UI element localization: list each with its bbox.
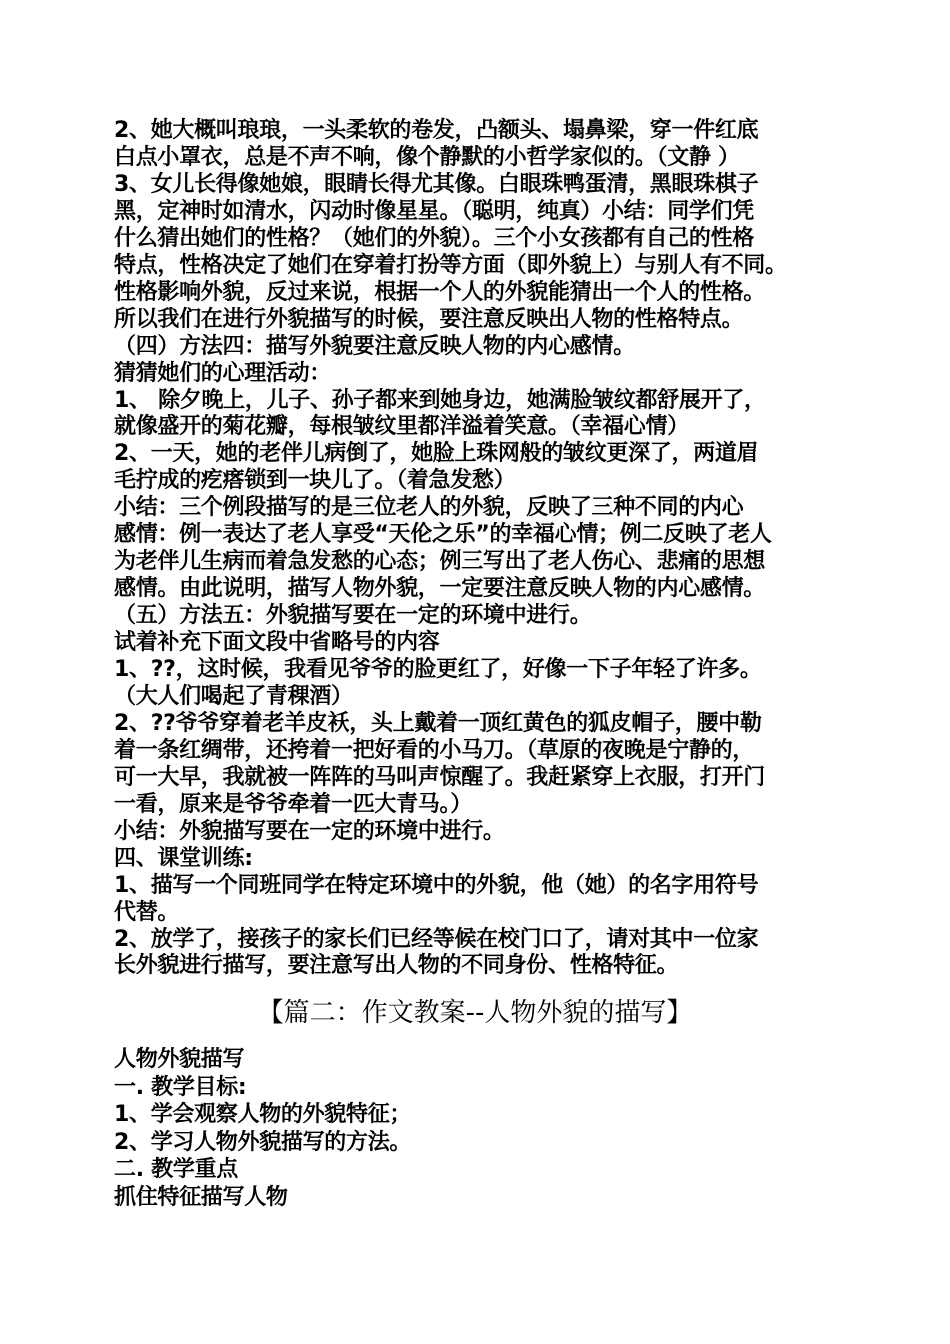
text-line: 所以我们在进行外貌描写的时候，要注意反映出人物的性格特点。: [114, 306, 744, 332]
text-line: 感情：例一表达了老人享受“天伦之乐”的幸福心情；例二反映了老人: [114, 522, 772, 548]
text-line: 1、 除夕晚上，儿子、孙子都来到她身边，她满脸皱纹都舒展开了，: [114, 387, 766, 413]
text-line: 2、她大概叫琅琅，一头柔软的卷发，凸额头、塌鼻梁，穿一件红底: [114, 118, 759, 143]
text-line: 黑，定神时如清水，闪动时像星星。（聪明，纯真）小结：同学们凭: [114, 198, 755, 224]
text-line: 2、学习人物外貌描写的方法。: [114, 1129, 412, 1155]
text-line: 1、??，这时候，我看见爷爷的脸更红了，好像一下子年轻了许多。: [114, 657, 762, 682]
text-line: 1、学会观察人物的外貌特征；: [114, 1102, 412, 1127]
text-line: 猜猜她们的心理活动：: [114, 360, 332, 386]
text-line: 小结：外貌描写要在一定的环境中进行。: [114, 818, 505, 844]
text-line: 特点，性格决定了她们在穿着打扮等方面（即外貌上）与别人有不同。: [114, 252, 787, 278]
text-line: 性格影响外貌，反过来说，根据一个人的外貌能猜出一个人的性格。: [114, 279, 766, 305]
text-line: 为老伴儿生病而着急发愁的心态；例三写出了老人伤心、悲痛的思想: [114, 549, 766, 575]
text-line: 试着补充下面文段中省略号的内容: [114, 630, 440, 656]
text-line: 毛拧成的疙瘩锁到一块儿了。（着急发愁）: [114, 468, 516, 494]
text-line: 可一大早，我就被一阵阵的马叫声惊醒了。我赶紧穿上衣服，打开门: [114, 764, 766, 790]
text-line: 人物外貌描写: [114, 1047, 245, 1072]
text-line: 白点小罩衣，总是不声不响，像个静默的小哲学家似的。（文静 ）: [114, 144, 740, 170]
text-line: 3、女儿长得像她娘，眼睛长得尤其像。白眼珠鸭蛋清，黑眼珠棋子: [114, 171, 759, 197]
text-line: （四）方法四：描写外貌要注意反映人物的内心感情。: [114, 333, 635, 359]
text-line: （大人们喝起了青稞酒）: [114, 683, 353, 709]
text-line: 就像盛开的菊花瓣，每根皱纹里都洋溢着笑意。（幸福心情）: [114, 414, 689, 440]
text-line: 代替。: [114, 899, 180, 925]
section-heading: 【篇二：作文教案--人物外貌的描写】: [257, 998, 693, 1028]
text-line: 一看，原来是爷爷牵着一匹大青马。）: [114, 791, 472, 817]
text-line: （五）方法五：外貌描写要在一定的环境中进行。: [114, 603, 592, 629]
text-line: 2、一天，她的老伴儿病倒了，她脸上珠网般的皱纹更深了，两道眉: [114, 441, 759, 467]
text-line: 抓住特征描写人物: [114, 1184, 288, 1210]
text-line: 长外貌进行描写，要注意写出人物的不同身份、性格特征。: [114, 953, 679, 979]
text-line: 二. 教学重点: [114, 1157, 238, 1182]
text-line: 四、课堂训练:: [114, 845, 253, 871]
text-line: 着一条红绸带，还挎着一把好看的小马刀。（草原的夜晚是宁静的，: [114, 737, 755, 763]
text-line: 一. 教学目标:: [114, 1074, 247, 1100]
text-line: 什么猜出她们的性格？（她们的外貌）。三个小女孩都有自己的性格: [114, 225, 755, 251]
text-line: 2、??爷爷穿着老羊皮袄，头上戴着一顶红黄色的狐皮帽子，腰中勒: [114, 710, 762, 736]
text-line: 1、描写一个同班同学在特定环境中的外貌，他（她）的名字用符号: [114, 872, 759, 898]
text-line: 感情。由此说明，描写人物外貌，一定要注意反映人物的内心感情。: [114, 576, 766, 602]
text-line: 小结：三个例段描写的是三位老人的外貌，反映了三种不同的内心: [114, 495, 744, 521]
text-line: 2、放学了，接孩子的家长们已经等候在校门口了，请对其中一位家: [114, 926, 759, 952]
